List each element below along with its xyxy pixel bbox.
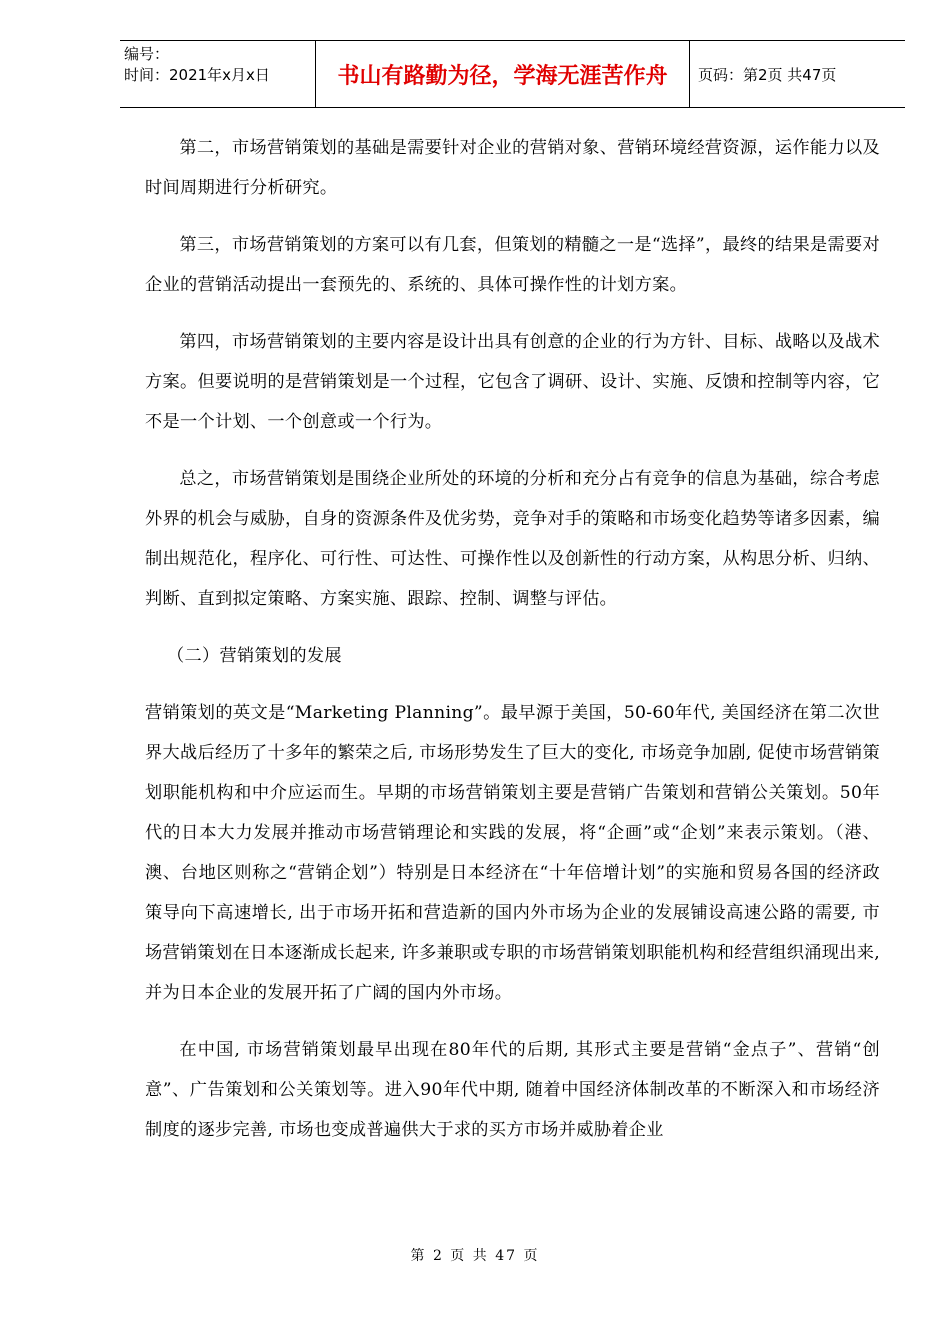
section-heading: （二）营销策划的发展 xyxy=(167,646,342,666)
paragraph-second: 第二，市场营销策划的基础是需要针对企业的营销对象、营销环境经营资源，运作能力以及时间周期进行分析研究。 xyxy=(145,138,880,198)
header-page-number: 页码：第2页 共47页 xyxy=(698,65,837,84)
paragraph-summary: 总之，市场营销策划是围绕企业所处的环境的分析和充分占有竞争的信息为基础，综合考虑外界的机会与威胁，自身的资源条件及优劣势，竞争对手的策略和市场变化趋势等诸多因素，编制出规范化，程序化、可行性、可达性、可操作性以及创新性的行动方案，从构思分析、归纳、判断、直到拟定策略、方案实施、跟踪、控制、调整与评估。 xyxy=(145,469,880,609)
paragraph-history-usa-japan: 营销策划的英文是“Marketing Planning”。最早源于美国，50-60年代, 美国经济在第二次世界大战后经历了十多年的繁荣之后, 市场形势发生了巨大的变化, 市场竞争加剧, 促使市场营销策划职能机构和中介应运而生。早期的市场营销策划主要是营销广告策划和营销公关策划。50年代的日本大力发展并推动市场营销理论和实践的发展，将“企画”或“企划”来表示策划。（港、澳、台地区则称之“营销企划”）特别是日本经济在“十年倍增计划”的实施和贸易各国的经济政策导向下高速增长, 出于市场开拓和营造新的国内外市场为企业的发展铺设高速公路的需要, 市场营销策划在日本逐渐成长起来, 许多兼职或专职的市场营销策划职能机构和经营组织涌现出来, 并为日本企业的发展开拓了广阔的国内外市场。 xyxy=(145,703,880,1003)
paragraph-history-china: 在中国, 市场营销策划最早出现在80年代的后期, 其形式主要是营销“金点子”、营销“创意”、广告策划和公关策划等。进入90年代中期, 随着中国经济体制改革的不断深入和市场经济制度的逐步完善, 市场也变成普遍供大于求的买方市场并威胁着企业 xyxy=(145,1040,880,1140)
header-motto: 书山有路勤为径，学海无涯苦作舟 xyxy=(316,41,690,107)
document-body xyxy=(145,128,880,1150)
document-header xyxy=(120,40,905,108)
page-footer: 第 2 页 共 47 页 xyxy=(410,1248,540,1264)
header-meta xyxy=(120,41,316,107)
paragraph-third: 第三，市场营销策划的方案可以有几套，但策划的精髓之一是“选择”，最终的结果是需要对企业的营销活动提出一套预先的、系统的、具体可操作性的计划方案。 xyxy=(145,235,880,295)
date-label: 时间：2021年x月x日 xyxy=(124,66,270,84)
serial-number-label: 编号： xyxy=(124,45,170,63)
paragraph-fourth: 第四，市场营销策划的主要内容是设计出具有创意的企业的行为方针、目标、战略以及战术方案。但要说明的是营销策划是一个过程，它包含了调研、设计、实施、反馈和控制等内容，它不是一个计划、一个创意或一个行为。 xyxy=(145,332,880,432)
